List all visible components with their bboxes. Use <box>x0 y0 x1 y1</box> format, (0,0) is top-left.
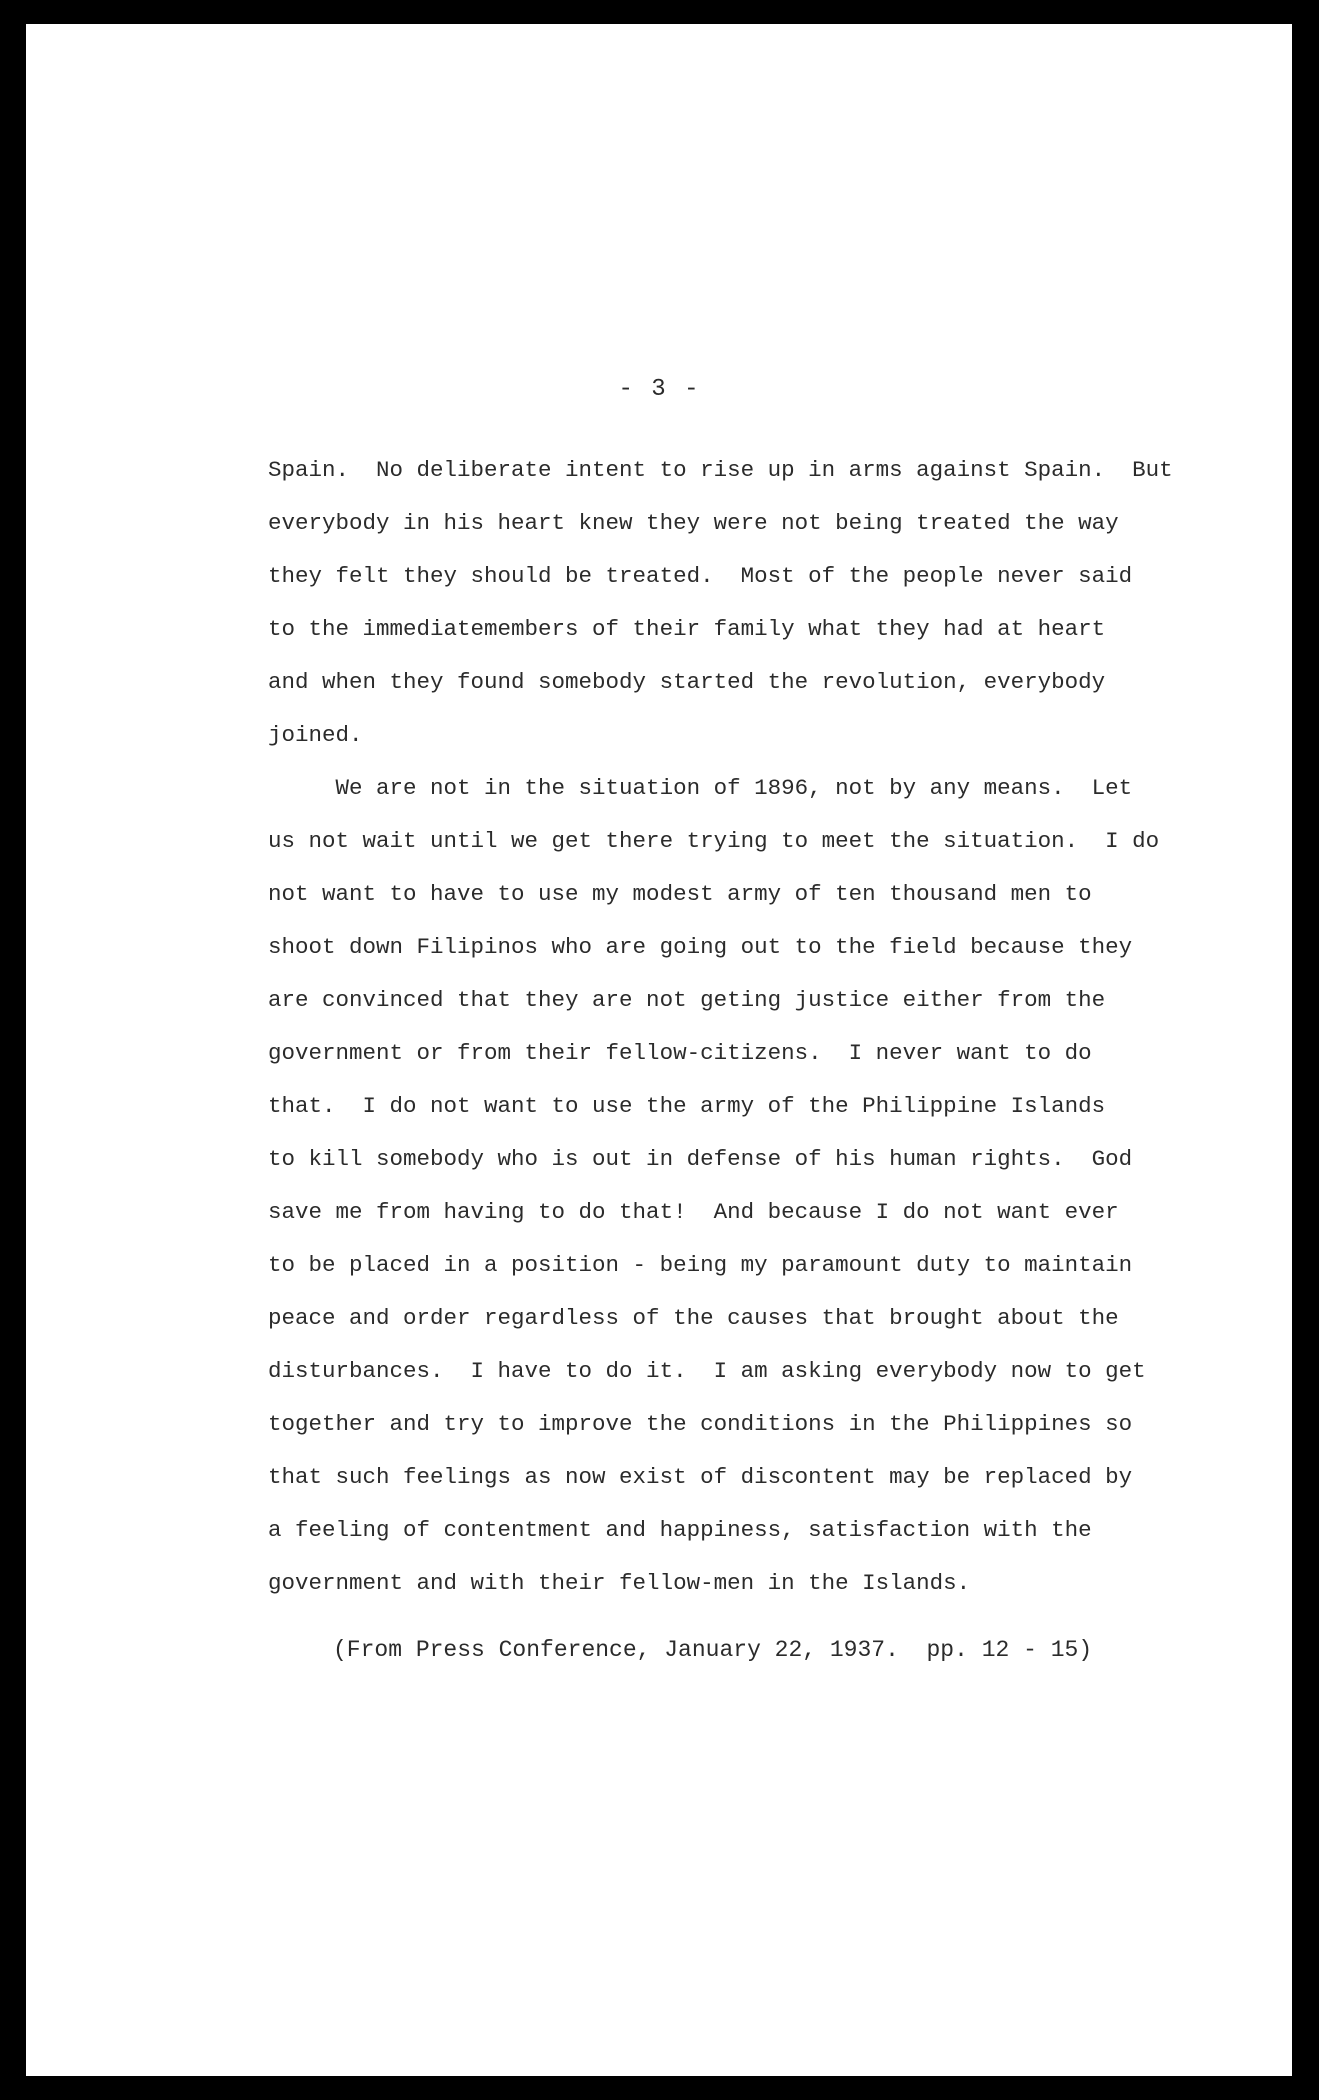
text-line: together and try to improve the conditions in the Philippines so <box>268 1411 1133 1437</box>
text-line: that such feelings as now exist of discontent may be replaced by <box>268 1464 1133 1490</box>
text-line: they felt they should be treated. Most of the people never said <box>268 563 1133 589</box>
text-line: We are not in the situation of 1896, not by any means. Let <box>268 775 1133 801</box>
text-line: not want to have to use my modest army of ten thousand men to <box>268 881 1092 907</box>
text-line: Spain. No deliberate intent to rise up in arms against Spain. But <box>268 457 1173 483</box>
text-line: to kill somebody who is out in defense of his human rights. God <box>268 1146 1133 1172</box>
text-line: that. I do not want to use the army of the Philippine Islands <box>268 1093 1106 1119</box>
text-line: everybody in his heart knew they were not being treated the way <box>268 510 1119 536</box>
text-line: government or from their fellow-citizens. I never want to do <box>268 1040 1092 1066</box>
source-citation: (From Press Conference, January 22, 1937. pp. 12 - 15) <box>333 1637 1093 1663</box>
text-line: and when they found somebody started the revolution, everybody <box>268 669 1106 695</box>
text-line: government and with their fellow-men in the Islands. <box>268 1570 971 1596</box>
text-line: joined. <box>268 722 363 748</box>
text-line: peace and order regardless of the causes that brought about the <box>268 1305 1119 1331</box>
text-line: are convinced that they are not geting justice either from the <box>268 987 1106 1013</box>
page-number: - 3 - <box>618 376 701 403</box>
text-line: to the immediatemembers of their family what they had at heart <box>268 616 1106 642</box>
text-line: disturbances. I have to do it. I am asking everybody now to get <box>268 1358 1146 1384</box>
text-line: shoot down Filipinos who are going out to the field because they <box>268 934 1133 960</box>
text-line: a feeling of contentment and happiness, satisfaction with the <box>268 1517 1092 1543</box>
text-line: save me from having to do that! And because I do not want ever <box>268 1199 1119 1225</box>
text-line: to be placed in a position - being my paramount duty to maintain <box>268 1252 1133 1278</box>
text-line: us not wait until we get there trying to meet the situation. I do <box>268 828 1160 854</box>
